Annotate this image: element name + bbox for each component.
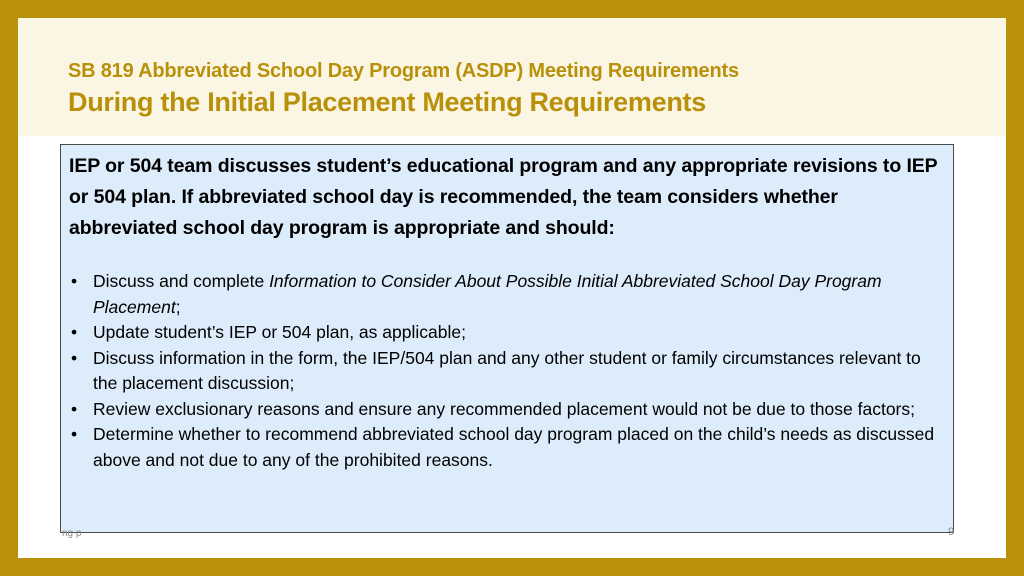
bullet-1-form-title: Information to Consider About Possible Initial Abbreviated School Day Program Placement — [93, 271, 882, 317]
bullet-item-2 — [69, 320, 945, 346]
bullet-4-text: Review exclusionary reasons and ensure any recommended placement would not be due to those factors; — [93, 398, 915, 419]
bullet-1-prefix: Discuss and complete — [93, 271, 270, 291]
bullet-dot-icon: • — [71, 322, 78, 342]
slide-subtitle: SB 819 Abbreviated School Day Program (ASDP) Meeting Requirements — [68, 60, 739, 82]
content-box — [60, 144, 954, 533]
bullet-item-3 — [69, 346, 945, 397]
footer-text: ng p — [62, 528, 82, 539]
bullet-item-5 — [69, 422, 945, 473]
slide-title: During the Initial Placement Meeting Requirements — [68, 87, 706, 117]
bullet-dot-icon: • — [71, 347, 78, 368]
bullet-item-4 — [69, 397, 945, 423]
bullet-dot-icon: • — [71, 398, 78, 419]
bullet-3-text: Discuss information in the form, the IEP/504 plan and any other student or family circumstances relevant to the placement discussion; — [93, 347, 921, 393]
bullet-1-suffix: ; — [175, 296, 181, 317]
bullet-dot-icon: • — [71, 424, 78, 444]
slide — [18, 18, 1006, 558]
bullet-5-text: Determine whether to recommend abbreviated school day program placed on the child’s needs as discussed above and not due to any of the prohibited reasons. — [93, 424, 935, 470]
bullet-item-1 — [69, 269, 945, 320]
bullet-2-text: Update student’s IEP or 504 plan, as applicable; — [93, 322, 466, 342]
bullet-dot-icon: • — [71, 271, 78, 291]
bullet-list — [69, 269, 945, 473]
lead-paragraph: IEP or 504 team discusses student’s educational program and any appropriate revisions to IEP or 504 plan. If abbreviated school day is recommended, the team considers whether abbreviated school day program is appropriate and should: — [69, 155, 938, 239]
page-number: 9 — [948, 526, 955, 538]
